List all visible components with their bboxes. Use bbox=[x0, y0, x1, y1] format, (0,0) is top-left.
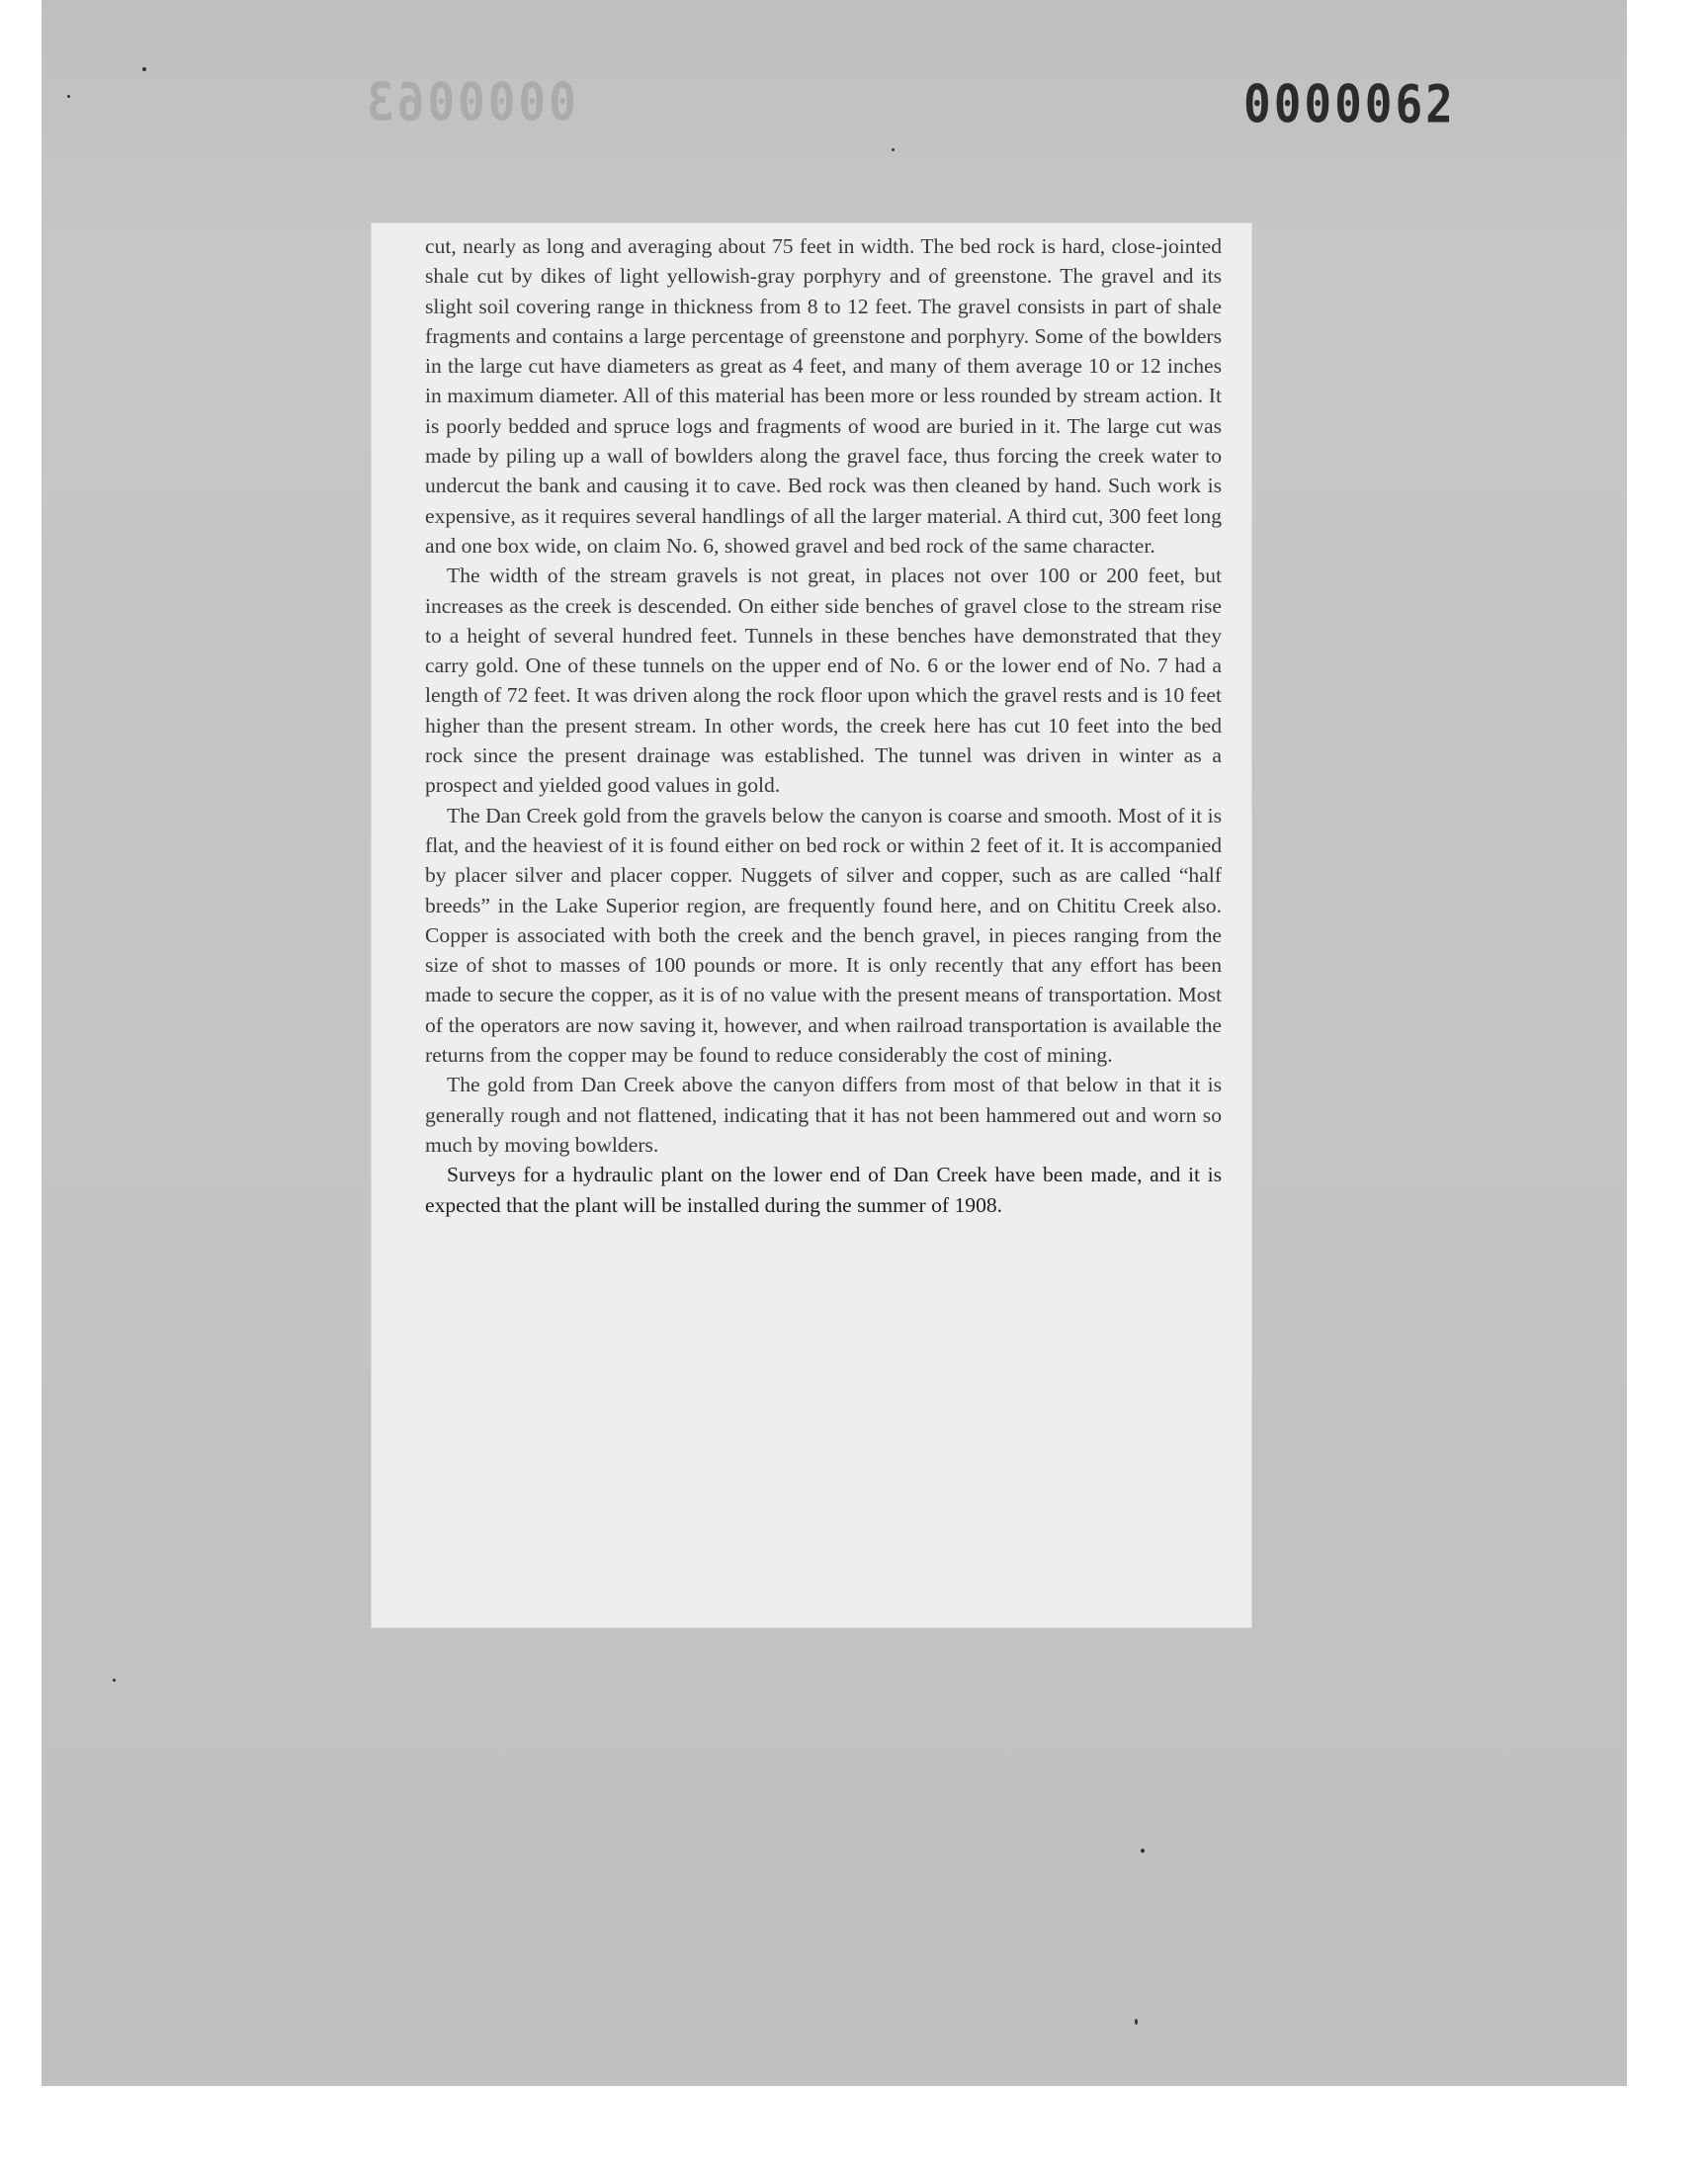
paragraph: The width of the stream gravels is not great, in places not over 100 or 200 feet, but increases as the creek is descended. On either side benches of gravel close to the stream rise to a height of several hundred feet. Tunnels in these benches have demonstrated that they carry gold. One of these tunnels on the upper end of No. 6 or the lower end of No. 7 had a length of 72 feet. It was driven along the rock floor upon which the gravel rests and is 10 feet higher than the present stream. In other words, the creek here has cut 10 feet into the bed rock since the present drainage was established. The tunnel was driven in winter as a prospect and yielded good values in gold. bbox=[425, 564, 1222, 798]
dust-speck bbox=[113, 1679, 116, 1682]
paragraph: Surveys for a hydraulic plant on the lower end of Dan Creek have been made, and it is expected that the plant will be installed during the summer of 1908. bbox=[425, 1163, 1222, 1217]
mirror-page-number: 0000063 bbox=[364, 70, 576, 133]
gray-backing-sheet bbox=[42, 0, 1627, 2086]
article-text bbox=[425, 231, 1222, 1220]
page-number-stamp: 0000062 bbox=[1243, 72, 1456, 135]
paragraph: cut, nearly as long and averaging about 75 feet in width. The bed rock is hard, close-jointed shale cut by dikes of light yellowish-gray porphyry and of greenstone. The gravel and its slight soil covering range in thickness from 8 to 12 feet. The gravel consists in part of shale fragments and contains a large percentage of greenstone and porphyry. Some of the bowlders in the large cut have diameters as great as 4 feet, and many of them average 10 or 12 inches in maximum diameter. All of this material has been more or less rounded by stream action. It is poorly bedded and spruce logs and fragments of wood are buried in it. The large cut was made by piling up a wall of bowlders along the gravel face, thus forcing the creek water to undercut the bank and causing it to cave. Bed rock was then cleaned by hand. Such work is expensive, as it requires several handlings of all the larger material. A third cut, 300 feet long and one box wide, on claim No. 6, showed gravel and bed rock of the same character. bbox=[425, 234, 1222, 558]
paragraph: The Dan Creek gold from the gravels below the canyon is coarse and smooth. Most of it is flat, and the heaviest of it is found either on bed rock or within 2 feet of it. It is accompanied by placer silver and placer copper. Nuggets of silver and copper, such as are called “half breeds” in the Lake Superior region, are frequently found here, and on Chititu Creek also. Copper is associated with both the creek and the bench gravel, in pieces ranging from the size of shot to masses of 100 pounds or more. It is only recently that any effort has been made to secure the copper, as it is of no value with the present means of transportation. Most of the operators are now saving it, however, and when railroad transportation is available the returns from the copper may be found to reduce considerably the cost of mining. bbox=[425, 803, 1222, 1068]
dust-speck bbox=[142, 67, 146, 71]
dust-speck bbox=[1135, 2019, 1138, 2025]
dust-speck bbox=[1141, 1849, 1145, 1853]
paragraph: The gold from Dan Creek above the canyon differs from most of that below in that it is generally rough and not flattened, indicating that it has not been hammered out and worn so much by moving bowlders. bbox=[425, 1073, 1222, 1157]
dust-speck bbox=[67, 95, 70, 98]
text-clipping bbox=[372, 223, 1251, 1627]
dust-speck bbox=[892, 148, 895, 151]
